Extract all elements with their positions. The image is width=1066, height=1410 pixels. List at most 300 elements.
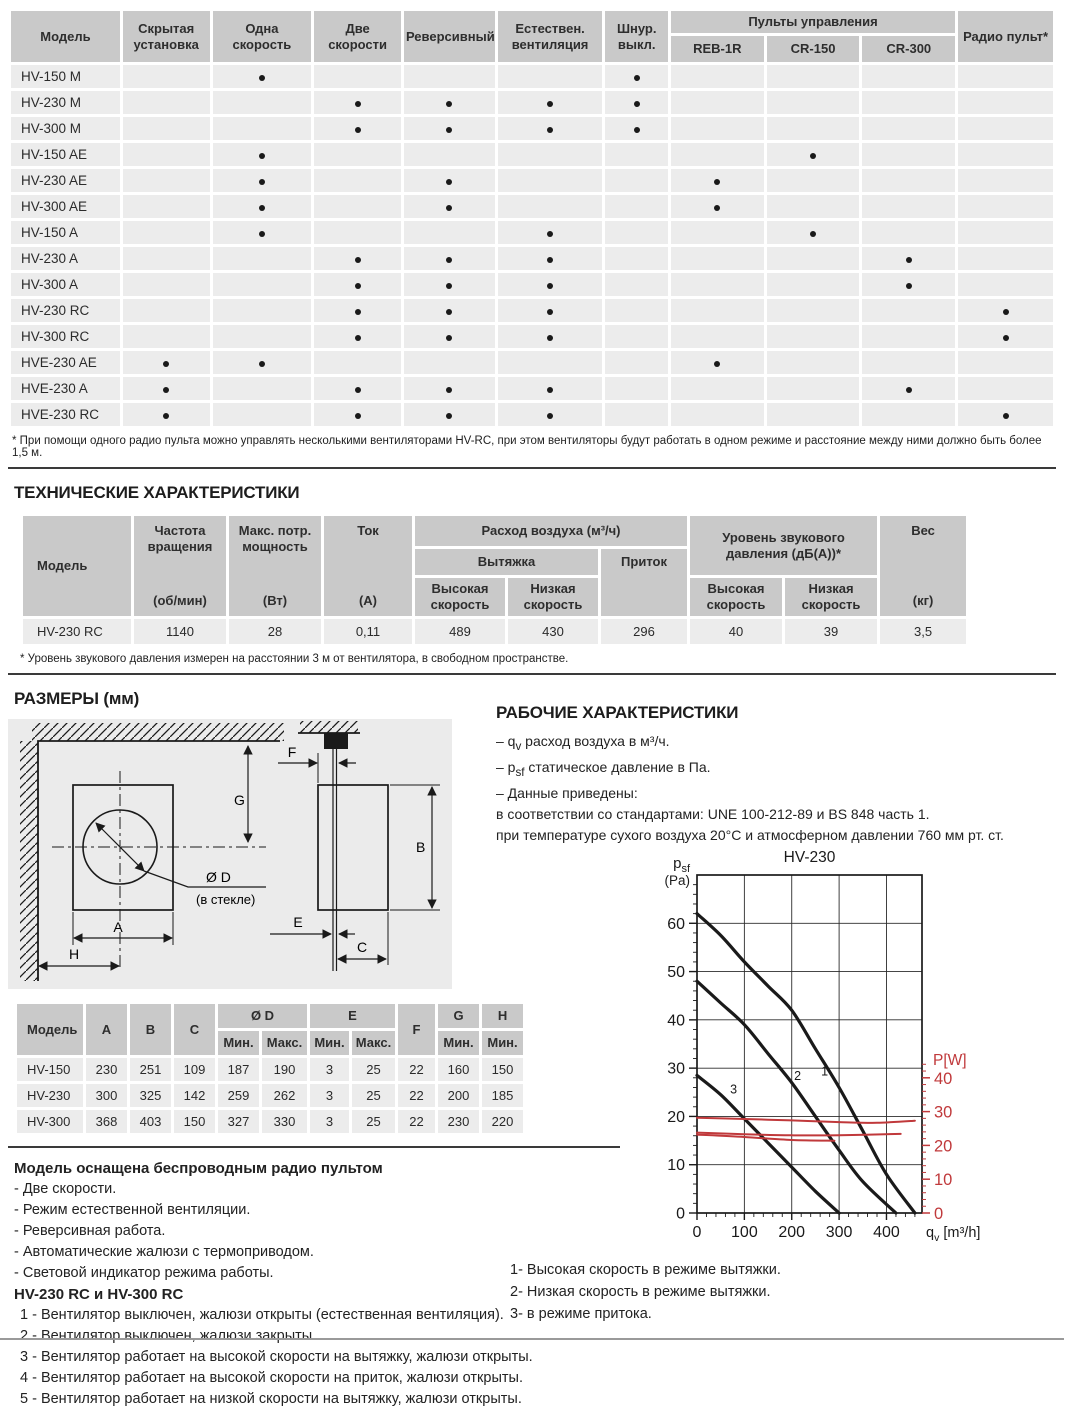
feature-cell [958,247,1053,270]
wall-hatch-top [32,723,284,741]
performance-note-line: – $q_v$ расход воздуха в м³/ч. [496,733,670,753]
legend-line: 2- Низкая скорость в режиме вытяжки. [510,1283,771,1300]
tech-table [20,513,969,647]
model-cell: HVE-230 AE [11,351,120,374]
feature-cell [767,377,860,400]
dot-marker [259,231,265,237]
chart-legend [510,1259,1066,1325]
feature-cell [862,117,955,140]
feature-cell [671,117,764,140]
dim-col-b: B [130,1004,171,1055]
feature-cell [498,351,603,374]
dim-label-d: Ø D [206,869,231,885]
feature-cell [862,377,955,400]
dot-marker [547,309,553,315]
dot-marker [259,75,265,81]
svg-text:P[W]: P[W] [933,1051,967,1069]
dim-label-b: B [416,839,426,855]
feature-cell [314,325,401,348]
feature-cell [213,247,312,270]
feature-cell [404,377,495,400]
col-header-one-speed: Одна скорость [213,11,312,62]
model-cell: HV-300 RC [11,325,120,348]
dimension-value-cell: 190 [262,1058,307,1081]
radio-footnote: * При помощи одного радио пульта можно управлять несколькими вентиляторами HV-RC, при этом вентиляторы будут работать в одном режиме и расстояние между ними должно быть более 1,5 м. [12,435,1042,459]
feature-cell [404,65,495,88]
dimension-value-cell: 200 [438,1084,479,1107]
dimension-value-cell: 3 [310,1084,349,1107]
dot-marker [714,205,720,211]
dimension-value-cell: 22 [398,1084,435,1107]
diameter-leader [144,871,266,887]
feature-cell [123,403,210,426]
feature-cell [123,169,210,192]
feature-cell [958,273,1053,296]
feature-cell [213,91,312,114]
feature-cell [958,351,1053,374]
table-row [17,1058,523,1081]
model-cell: HV-300 [17,1110,83,1133]
tech-value-cell: 489 [415,619,505,644]
dot-marker [446,283,452,289]
dot-marker [1003,335,1009,341]
dot-marker [547,231,553,237]
feature-cell [213,273,312,296]
dimension-value-cell: 22 [398,1110,435,1133]
wall-hatch-left [20,741,38,981]
col-header-two-speeds: Две скорости [314,11,401,62]
table-row [17,1084,523,1107]
radio-state-line: 1 - Вентилятор выключен, жалюзи открыты (естественная вентиляция). [20,1307,504,1323]
feature-cell [314,65,401,88]
feature-cell [498,273,603,296]
dimension-value-cell: 368 [86,1110,127,1133]
svg-text:qv [m³/h]: $q_v$ [m³/h] [926,1224,981,1244]
feature-cell [404,143,495,166]
svg-text:30: 30 [934,1103,953,1122]
feature-cell [958,65,1053,88]
tech-col-speed-unit: (об/мин) [153,593,207,609]
feature-cell [605,351,667,374]
feature-cell [862,351,955,374]
dot-marker [446,101,452,107]
dimension-value-cell: 150 [482,1058,523,1081]
table-row [11,325,1053,348]
model-cell: HV-300 M [11,117,120,140]
radio-state-line: 5 - Вентилятор работает на низкой скорости на вытяжку, жалюзи открыты. [20,1391,522,1407]
tech-col-power [229,516,321,616]
dim-subcol-g-min: Мин. [438,1031,479,1055]
performance-notes [496,731,1066,846]
model-cell: HV-150 [17,1058,83,1081]
performance-note-line: – Данные приведены: [496,784,638,801]
feature-cell [123,247,210,270]
dimension-value-cell: 25 [352,1084,395,1107]
svg-text:0: 0 [692,1223,702,1241]
tech-col-noise-low: Низкая скорость [785,578,877,616]
dim-col-model: Модель [17,1004,83,1055]
svg-text:400: 400 [873,1223,900,1241]
svg-text:40: 40 [934,1069,953,1088]
feature-cell [498,65,603,88]
mount-block [324,733,348,749]
tech-col-airflow: Расход воздуха (м³/ч) [415,516,687,546]
dimension-value-cell: 3 [310,1058,349,1081]
dot-marker [259,153,265,159]
tech-heading: ТЕХНИЧЕСКИЕ ХАРАКТЕРИСТИКИ [14,483,300,502]
feature-cell [862,299,955,322]
dim-col-e: E [310,1004,395,1028]
feature-cell [314,143,401,166]
dim-col-c: C [174,1004,215,1055]
section-divider [8,467,1056,469]
feature-cell [862,403,955,426]
tech-value-cell: 40 [690,619,782,644]
dim-label-a: A [113,919,123,935]
col-header-hidden-install: Скрытая установка [123,11,210,62]
feature-cell [605,377,667,400]
tech-col-speed [134,516,226,616]
feature-cell [404,403,495,426]
feature-cell [213,403,312,426]
dot-marker [446,309,452,315]
svg-text:30: 30 [667,1060,685,1078]
dim-label-g: G [234,792,245,808]
dimension-value-cell: 22 [398,1058,435,1081]
dim-col-h: H [482,1004,523,1028]
table-row [11,91,1053,114]
dot-marker [446,413,452,419]
feature-cell [314,221,401,244]
model-cell: HV-230 [17,1084,83,1107]
svg-text:2: 2 [794,1068,802,1083]
wall-lines [38,741,280,981]
feature-cell [862,273,955,296]
feature-cell [404,221,495,244]
svg-text:psf: $p_{sf}$ [673,854,690,875]
model-cell: HV-150 A [11,221,120,244]
feature-cell [213,221,312,244]
feature-cell [314,91,401,114]
feature-cell [213,117,312,140]
dim-col-f: F [398,1004,435,1055]
feature-cell [404,195,495,218]
feature-cell [498,325,603,348]
dot-marker [547,387,553,393]
radio-state-line: 2 - Вентилятор выключен, жалюзи закрыты. [20,1328,317,1344]
lower-section [8,689,1056,1410]
feature-cell [767,91,860,114]
feature-cell [498,299,603,322]
dim-label-c: C [356,939,368,955]
performance-chart [640,848,1066,1253]
tech-value-cell: 3,5 [880,619,966,644]
feature-cell [605,143,667,166]
performance-column [488,689,1066,1325]
feature-cell [314,117,401,140]
feature-cell [862,169,955,192]
dimension-value-cell: 187 [218,1058,259,1081]
feature-cell [767,143,860,166]
model-cell: HV-300 A [11,273,120,296]
tech-col-power-unit: (Вт) [262,593,288,609]
feature-cell [605,273,667,296]
dot-marker [446,387,452,393]
feature-cell [404,351,495,374]
svg-text:100: 100 [731,1223,758,1241]
feature-cell [123,221,210,244]
tech-col-noise: Уровень звукового давления (дБ(А))* [690,516,877,575]
feature-cell [213,143,312,166]
feature-cell [862,91,955,114]
radio-feature-line: - Автоматические жалюзи с термоприводом. [14,1244,314,1260]
table-row [11,403,1053,426]
feature-cell [404,273,495,296]
radio-feature-line: - Две скорости. [14,1181,117,1197]
dimension-value-cell: 185 [482,1084,523,1107]
feature-cell [123,325,210,348]
tech-col-weight [880,516,966,616]
table-row [11,351,1053,374]
feature-cell [213,325,312,348]
feature-cell [123,65,210,88]
feature-cell [767,325,860,348]
feature-cell [213,351,312,374]
feature-cell [958,195,1053,218]
feature-cell [862,247,955,270]
dimension-value-cell: 330 [262,1110,307,1133]
feature-cell [123,91,210,114]
col-header-reb-1r: REB-1R [671,36,764,62]
feature-cell [498,403,603,426]
feature-cell [213,377,312,400]
radio-feature-line: - Реверсивная работа. [14,1223,166,1239]
dimensions-heading: РАЗМЕРЫ (мм) [14,689,140,708]
table-row [11,117,1053,140]
dot-marker [163,413,169,419]
feature-cell [605,169,667,192]
dim-subcol-d-max: Макс. [262,1031,307,1055]
dot-marker [163,361,169,367]
feature-cell [123,273,210,296]
feature-cell [314,169,401,192]
feature-cell [671,143,764,166]
feature-cell [123,195,210,218]
features-table [8,8,1056,429]
feature-cell [862,195,955,218]
feature-cell [404,117,495,140]
model-cell: HV-230 AE [11,169,120,192]
dot-marker [634,127,640,133]
svg-text:60: 60 [667,915,685,933]
feature-cell [605,299,667,322]
feature-cell [498,169,603,192]
tech-col-speed-label: Частота вращения [147,523,213,554]
dimension-value-cell: 262 [262,1084,307,1107]
dim-col-g: G [438,1004,479,1028]
feature-cell [605,221,667,244]
dot-marker [547,257,553,263]
dimension-value-cell: 251 [130,1058,171,1081]
legend-line: 3- в режиме притока. [510,1305,652,1322]
dimension-value-cell: 220 [482,1110,523,1133]
feature-cell [404,247,495,270]
dot-marker [446,335,452,341]
feature-cell [213,65,312,88]
svg-text:10: 10 [667,1156,685,1174]
feature-cell [958,143,1053,166]
feature-cell [958,169,1053,192]
feature-cell [498,377,603,400]
feature-cell [314,377,401,400]
col-header-reversible: Реверсивный [404,11,495,62]
radio-feature-line: - Режим естественной вентиляции. [14,1202,251,1218]
col-header-natural-vent: Естествен. вентиляция [498,11,603,62]
tech-col-weight-unit: (кг) [912,593,934,609]
dim-label-h: H [68,946,80,962]
dimension-value-cell: 230 [438,1110,479,1133]
tech-col-current [324,516,412,616]
radio-state-line: 4 - Вентилятор работает на высокой скорости на приток, жалюзи открыты. [20,1370,523,1386]
feature-cell [404,299,495,322]
radio-state-line: 3 - Вентилятор работает на высокой скорости на вытяжку, жалюзи открыты. [20,1349,533,1365]
dot-marker [355,257,361,263]
feature-cell [314,273,401,296]
dot-marker [1003,413,1009,419]
dot-marker [810,153,816,159]
dot-marker [259,361,265,367]
feature-cell [671,65,764,88]
svg-text:0: 0 [676,1205,685,1223]
dot-marker [446,205,452,211]
table-row [11,273,1053,296]
section-divider [8,673,1056,675]
tech-col-exhaust-high: Высокая скорость [415,578,505,616]
feature-cell [958,117,1053,140]
dimension-value-cell: 327 [218,1110,259,1133]
model-cell: HV-230 A [11,247,120,270]
feature-cell [671,299,764,322]
dot-marker [634,101,640,107]
feature-cell [605,65,667,88]
dot-marker [810,231,816,237]
feature-cell [605,91,667,114]
dimension-value-cell: 25 [352,1110,395,1133]
feature-cell [498,247,603,270]
svg-text:(Pa): (Pa) [664,872,690,888]
dim-subcol-e-max: Макс. [352,1031,395,1055]
feature-cell [213,299,312,322]
feature-cell [314,403,401,426]
feature-cell [498,221,603,244]
feature-cell [605,195,667,218]
dot-marker [906,257,912,263]
tech-col-power-label: Макс. потр. мощность [238,523,312,554]
dot-marker [714,361,720,367]
svg-text:40: 40 [667,1011,685,1029]
tech-col-noise-high: Высокая скорость [690,578,782,616]
table-row [17,1110,523,1133]
dim-label-d-note: (в стекле) [196,892,256,907]
dim-label-f: F [287,744,297,760]
svg-text:1: 1 [821,1063,829,1078]
performance-note-line: – $p_{sf}$ статическое давление в Па. [496,758,711,779]
feature-cell [767,169,860,192]
tech-value-cell: 0,11 [324,619,412,644]
feature-cell [605,403,667,426]
feature-cell [767,273,860,296]
table-row [11,143,1053,166]
dimension-value-cell: 3 [310,1110,349,1133]
tech-row [23,619,966,644]
feature-cell [314,351,401,374]
feature-cell [123,351,210,374]
tech-value-cell: 296 [601,619,687,644]
feature-cell [404,169,495,192]
dot-marker [906,387,912,393]
dimension-value-cell: 160 [438,1058,479,1081]
table-row [11,247,1053,270]
model-cell: HV-230 M [11,91,120,114]
feature-cell [671,351,764,374]
svg-text:10: 10 [934,1170,953,1189]
dot-marker [906,283,912,289]
dot-marker [714,179,720,185]
feature-cell [862,143,955,166]
dot-marker [355,309,361,315]
feature-cell [862,65,955,88]
dimension-drawing-svg [8,719,452,989]
dimension-value-cell: 403 [130,1110,171,1133]
feature-cell [862,325,955,348]
noise-footnote: * Уровень звукового давления измерен на расстоянии 3 м от вентилятора, в свободном пространстве. [20,653,569,665]
feature-cell [767,195,860,218]
dot-marker [163,387,169,393]
dot-marker [634,75,640,81]
tech-col-supply: Приток [601,549,687,616]
dimension-value-cell: 25 [352,1058,395,1081]
svg-text:300: 300 [825,1223,853,1241]
performance-chart-svg [640,848,980,1248]
page-bottom-rule [0,1338,1064,1340]
col-header-cr-300: CR-300 [862,36,955,62]
feature-cell [123,377,210,400]
dot-marker [355,335,361,341]
col-header-remotes-group: Пульты управления [671,11,955,33]
feature-cell [862,221,955,244]
model-cell: HV-300 AE [11,195,120,218]
dim-col-d: Ø D [218,1004,307,1028]
col-header-model: Модель [11,11,120,62]
dim-label-e: E [293,914,303,930]
dot-marker [355,101,361,107]
feature-cell [671,273,764,296]
dot-marker [446,257,452,263]
svg-text:20: 20 [667,1108,685,1126]
dimension-value-cell: 109 [174,1058,215,1081]
tech-value-cell: 430 [508,619,598,644]
feature-cell [767,65,860,88]
dot-marker [547,101,553,107]
dot-marker [547,127,553,133]
svg-text:0: 0 [934,1204,944,1223]
svg-text:20: 20 [934,1136,953,1155]
feature-cell [498,91,603,114]
dot-marker [547,283,553,289]
feature-cell [605,247,667,270]
feature-cell [671,169,764,192]
svg-text:HV-230: HV-230 [783,848,836,866]
